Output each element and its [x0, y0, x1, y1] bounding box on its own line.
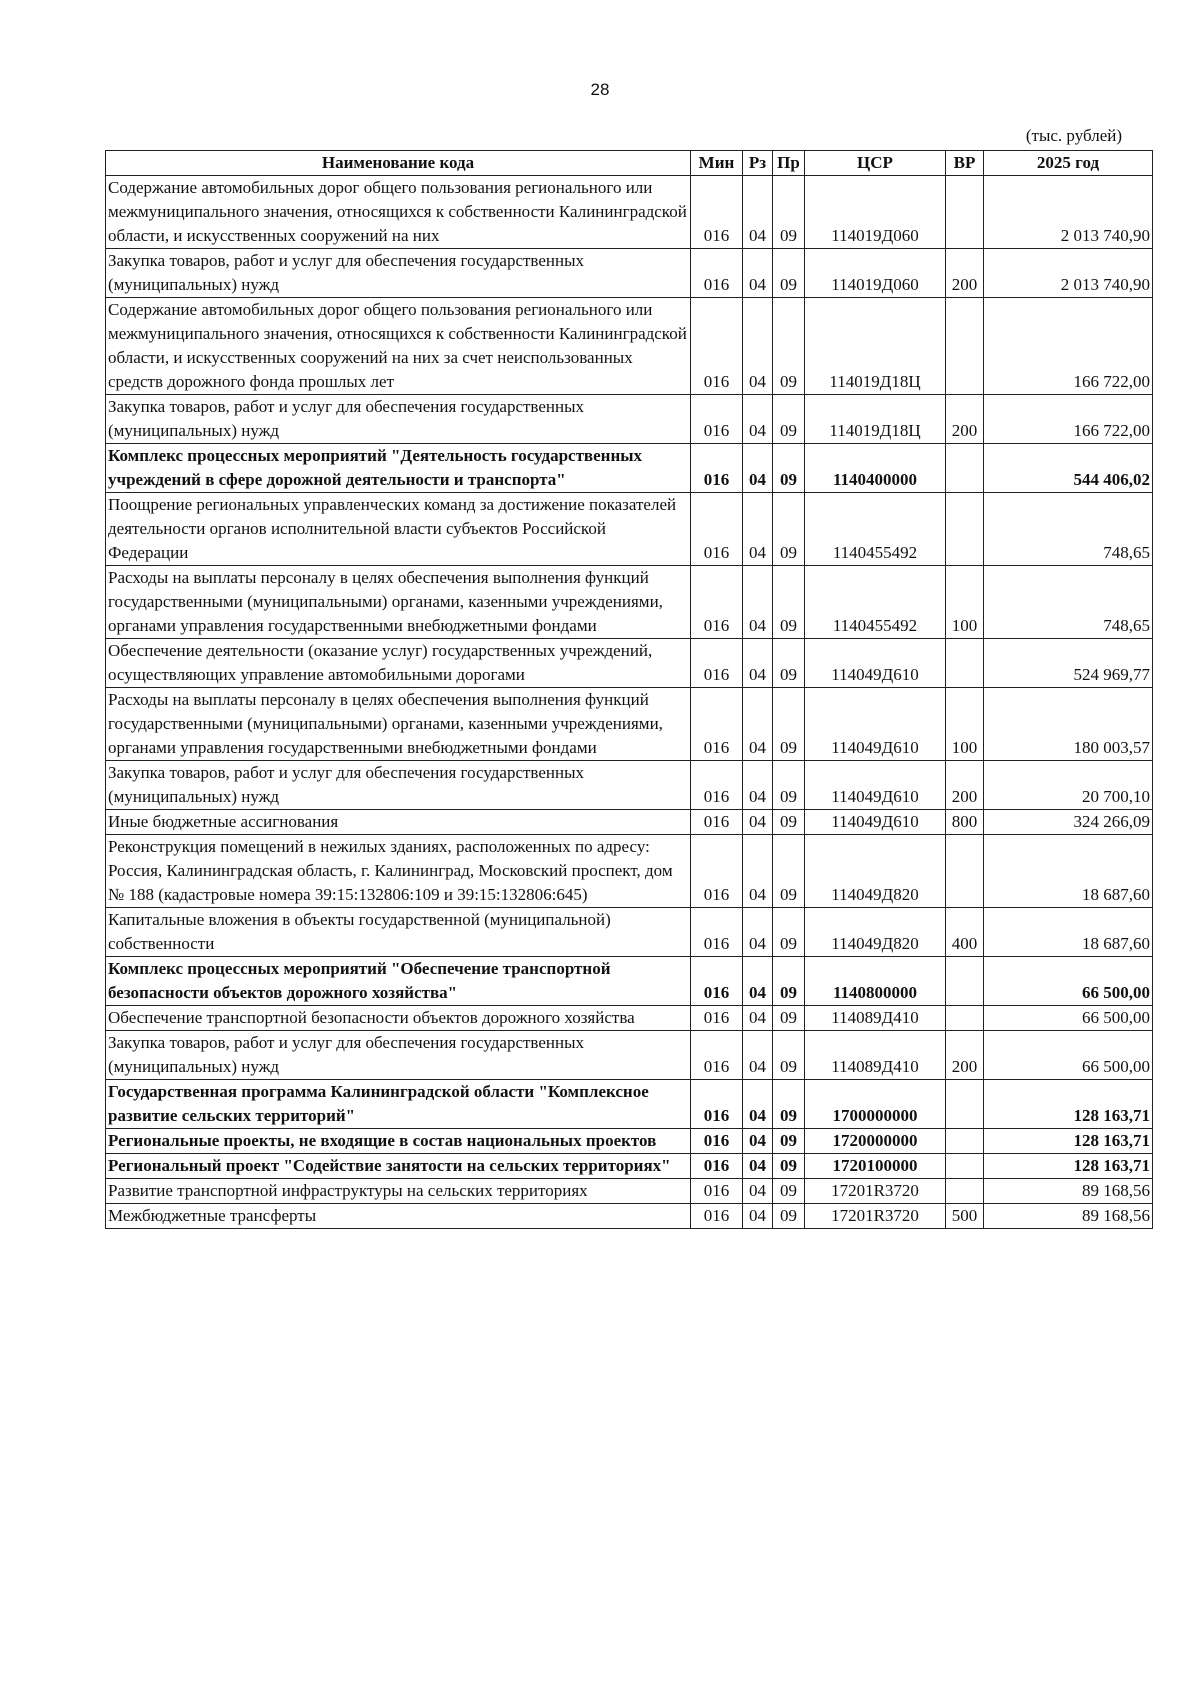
row-min: 016: [691, 1179, 743, 1204]
row-amount: 66 500,00: [984, 957, 1153, 1006]
row-name: Обеспечение транспортной безопасности объектов дорожного хозяйства: [106, 1006, 691, 1031]
table-row: [106, 639, 1153, 688]
table-row: [106, 298, 1153, 395]
row-pr: 09: [773, 1154, 805, 1179]
row-pr: 09: [773, 1179, 805, 1204]
row-min: 016: [691, 761, 743, 810]
row-name: Государственная программа Калининградской области "Комплексное развитие сельских территорий": [106, 1080, 691, 1129]
row-rz: 04: [743, 444, 773, 493]
row-min: 016: [691, 1154, 743, 1179]
row-pr: 09: [773, 493, 805, 566]
row-amount: 324 266,09: [984, 810, 1153, 835]
row-rz: 04: [743, 835, 773, 908]
row-csr: 17201R3720: [805, 1179, 946, 1204]
row-name: Реконструкция помещений в нежилых зданиях, расположенных по адресу: Россия, Калининградская область, г. Калининград, Московский проспект, дом № 188 (кадастровые номера 39:15:132806:109 и 39:15:132806:645): [106, 835, 691, 908]
header-csr: ЦСР: [805, 151, 946, 176]
row-amount: 166 722,00: [984, 298, 1153, 395]
table-row: [106, 249, 1153, 298]
row-vr: [946, 1006, 984, 1031]
row-pr: 09: [773, 957, 805, 1006]
row-pr: 09: [773, 298, 805, 395]
row-csr: 114049Д610: [805, 761, 946, 810]
row-amount: 18 687,60: [984, 835, 1153, 908]
row-csr: 114089Д410: [805, 1006, 946, 1031]
row-min: 016: [691, 957, 743, 1006]
row-vr: 800: [946, 810, 984, 835]
row-min: 016: [691, 566, 743, 639]
row-name: Региональные проекты, не входящие в состав национальных проектов: [106, 1129, 691, 1154]
row-vr: 200: [946, 249, 984, 298]
units-label: (тыс. рублей): [1025, 126, 1122, 145]
row-amount: 66 500,00: [984, 1006, 1153, 1031]
row-min: 016: [691, 176, 743, 249]
table-row: [106, 908, 1153, 957]
header-year: 2025 год: [984, 151, 1153, 176]
row-amount: 180 003,57: [984, 688, 1153, 761]
row-name: Иные бюджетные ассигнования: [106, 810, 691, 835]
row-csr: 114019Д18Ц: [805, 298, 946, 395]
row-vr: 200: [946, 761, 984, 810]
row-rz: 04: [743, 395, 773, 444]
table-row: [106, 566, 1153, 639]
row-pr: 09: [773, 1031, 805, 1080]
row-name: Капитальные вложения в объекты государственной (муниципальной) собственности: [106, 908, 691, 957]
row-rz: 04: [743, 1006, 773, 1031]
row-rz: 04: [743, 908, 773, 957]
budget-table: [105, 150, 1153, 1229]
row-rz: 04: [743, 1179, 773, 1204]
row-pr: 09: [773, 249, 805, 298]
table-row: [106, 1154, 1153, 1179]
row-name: Закупка товаров, работ и услуг для обеспечения государственных (муниципальных) нужд: [106, 395, 691, 444]
table-row: [106, 688, 1153, 761]
row-name: Региональный проект "Содействие занятости на сельских территориях": [106, 1154, 691, 1179]
table-row: [106, 1080, 1153, 1129]
row-vr: [946, 444, 984, 493]
row-csr: 1140455492: [805, 566, 946, 639]
table-row: [106, 810, 1153, 835]
row-pr: 09: [773, 908, 805, 957]
row-amount: 128 163,71: [984, 1154, 1153, 1179]
table-row: [106, 835, 1153, 908]
table-row: [106, 957, 1153, 1006]
row-min: 016: [691, 1006, 743, 1031]
row-rz: 04: [743, 1080, 773, 1129]
row-csr: 17201R3720: [805, 1204, 946, 1229]
row-rz: 04: [743, 1031, 773, 1080]
row-rz: 04: [743, 957, 773, 1006]
row-amount: 524 969,77: [984, 639, 1153, 688]
row-min: 016: [691, 688, 743, 761]
table-row: [106, 444, 1153, 493]
row-vr: [946, 1129, 984, 1154]
row-min: 016: [691, 395, 743, 444]
row-rz: 04: [743, 176, 773, 249]
row-min: 016: [691, 1031, 743, 1080]
row-vr: [946, 1179, 984, 1204]
row-csr: 114049Д820: [805, 835, 946, 908]
table-header-row: [106, 151, 1153, 176]
row-vr: 100: [946, 688, 984, 761]
row-csr: 114049Д610: [805, 688, 946, 761]
table-row: [106, 1031, 1153, 1080]
row-amount: 66 500,00: [984, 1031, 1153, 1080]
row-rz: 04: [743, 810, 773, 835]
row-min: 016: [691, 639, 743, 688]
row-min: 016: [691, 1204, 743, 1229]
row-rz: 04: [743, 688, 773, 761]
row-pr: 09: [773, 1204, 805, 1229]
row-name: Расходы на выплаты персоналу в целях обеспечения выполнения функций государственными (муниципальными) органами, казенными учреждениями, органами управления государственными внебюджетными фондами: [106, 566, 691, 639]
row-vr: [946, 835, 984, 908]
row-pr: 09: [773, 810, 805, 835]
table-row: [106, 761, 1153, 810]
table-row: [106, 1006, 1153, 1031]
row-name: Закупка товаров, работ и услуг для обеспечения государственных (муниципальных) нужд: [106, 1031, 691, 1080]
row-csr: 114049Д610: [805, 639, 946, 688]
row-amount: 18 687,60: [984, 908, 1153, 957]
row-csr: 1140455492: [805, 493, 946, 566]
row-vr: [946, 298, 984, 395]
row-vr: 200: [946, 395, 984, 444]
row-pr: 09: [773, 1006, 805, 1031]
table-row: [106, 176, 1153, 249]
table-body: [106, 176, 1153, 1229]
row-amount: 166 722,00: [984, 395, 1153, 444]
row-vr: [946, 1154, 984, 1179]
row-min: 016: [691, 298, 743, 395]
row-name: Закупка товаров, работ и услуг для обеспечения государственных (муниципальных) нужд: [106, 249, 691, 298]
row-min: 016: [691, 249, 743, 298]
row-name: Содержание автомобильных дорог общего пользования регионального или межмуниципального значения, относящихся к собственности Калининградской области, и искусственных сооружений на них: [106, 176, 691, 249]
row-vr: [946, 639, 984, 688]
row-name: Комплекс процессных мероприятий "Деятельность государственных учреждений в сфере дорожной деятельности и транспорта": [106, 444, 691, 493]
row-name: Расходы на выплаты персоналу в целях обеспечения выполнения функций государственными (муниципальными) органами, казенными учреждениями, органами управления государственными внебюджетными фондами: [106, 688, 691, 761]
row-rz: 04: [743, 761, 773, 810]
row-amount: 748,65: [984, 493, 1153, 566]
table-row: [106, 1179, 1153, 1204]
header-min: Мин: [691, 151, 743, 176]
row-name: Поощрение региональных управленческих команд за достижение показателей деятельности органов исполнительной власти субъектов Российской Федерации: [106, 493, 691, 566]
header-pr: Пр: [773, 151, 805, 176]
row-pr: 09: [773, 761, 805, 810]
row-rz: 04: [743, 639, 773, 688]
header-name: Наименование кода: [106, 151, 691, 176]
row-vr: [946, 1080, 984, 1129]
row-rz: 04: [743, 298, 773, 395]
row-amount: 748,65: [984, 566, 1153, 639]
row-csr: 114049Д610: [805, 810, 946, 835]
row-csr: 1700000000: [805, 1080, 946, 1129]
row-amount: 2 013 740,90: [984, 249, 1153, 298]
row-pr: 09: [773, 395, 805, 444]
row-csr: 114089Д410: [805, 1031, 946, 1080]
header-vr: ВР: [946, 151, 984, 176]
table-row: [106, 1204, 1153, 1229]
page-number: 28: [590, 80, 610, 99]
row-csr: 1140800000: [805, 957, 946, 1006]
row-amount: 544 406,02: [984, 444, 1153, 493]
row-pr: 09: [773, 835, 805, 908]
row-min: 016: [691, 444, 743, 493]
row-rz: 04: [743, 566, 773, 639]
row-name: Обеспечение деятельности (оказание услуг) государственных учреждений, осуществляющих управление автомобильными дорогами: [106, 639, 691, 688]
row-amount: 128 163,71: [984, 1080, 1153, 1129]
row-rz: 04: [743, 1154, 773, 1179]
row-amount: 2 013 740,90: [984, 176, 1153, 249]
row-rz: 04: [743, 249, 773, 298]
row-min: 016: [691, 1129, 743, 1154]
row-min: 016: [691, 835, 743, 908]
row-pr: 09: [773, 1080, 805, 1129]
row-csr: 1720000000: [805, 1129, 946, 1154]
table-row: [106, 493, 1153, 566]
row-csr: 114019Д060: [805, 176, 946, 249]
row-csr: 114019Д18Ц: [805, 395, 946, 444]
row-name: Закупка товаров, работ и услуг для обеспечения государственных (муниципальных) нужд: [106, 761, 691, 810]
row-min: 016: [691, 493, 743, 566]
row-amount: 20 700,10: [984, 761, 1153, 810]
row-vr: 100: [946, 566, 984, 639]
row-pr: 09: [773, 639, 805, 688]
row-vr: [946, 176, 984, 249]
row-pr: 09: [773, 176, 805, 249]
row-vr: 500: [946, 1204, 984, 1229]
row-amount: 89 168,56: [984, 1204, 1153, 1229]
row-name: Развитие транспортной инфраструктуры на сельских территориях: [106, 1179, 691, 1204]
row-min: 016: [691, 810, 743, 835]
row-vr: 400: [946, 908, 984, 957]
row-amount: 89 168,56: [984, 1179, 1153, 1204]
row-pr: 09: [773, 1129, 805, 1154]
table-row: [106, 1129, 1153, 1154]
header-rz: Рз: [743, 151, 773, 176]
row-name: Комплекс процессных мероприятий "Обеспечение транспортной безопасности объектов дорожного хозяйства": [106, 957, 691, 1006]
row-rz: 04: [743, 1129, 773, 1154]
row-csr: 1140400000: [805, 444, 946, 493]
row-pr: 09: [773, 566, 805, 639]
row-vr: [946, 957, 984, 1006]
row-rz: 04: [743, 493, 773, 566]
row-min: 016: [691, 908, 743, 957]
row-vr: [946, 493, 984, 566]
row-vr: 200: [946, 1031, 984, 1080]
row-min: 016: [691, 1080, 743, 1129]
row-rz: 04: [743, 1204, 773, 1229]
row-csr: 114049Д820: [805, 908, 946, 957]
row-name: Межбюджетные трансферты: [106, 1204, 691, 1229]
row-name: Содержание автомобильных дорог общего пользования регионального или межмуниципального значения, относящихся к собственности Калининградской области, и искусственных сооружений на них за счет неиспользованных средств дорожного фонда прошлых лет: [106, 298, 691, 395]
row-csr: 114019Д060: [805, 249, 946, 298]
row-csr: 1720100000: [805, 1154, 946, 1179]
row-pr: 09: [773, 444, 805, 493]
table-row: [106, 395, 1153, 444]
row-pr: 09: [773, 688, 805, 761]
row-amount: 128 163,71: [984, 1129, 1153, 1154]
